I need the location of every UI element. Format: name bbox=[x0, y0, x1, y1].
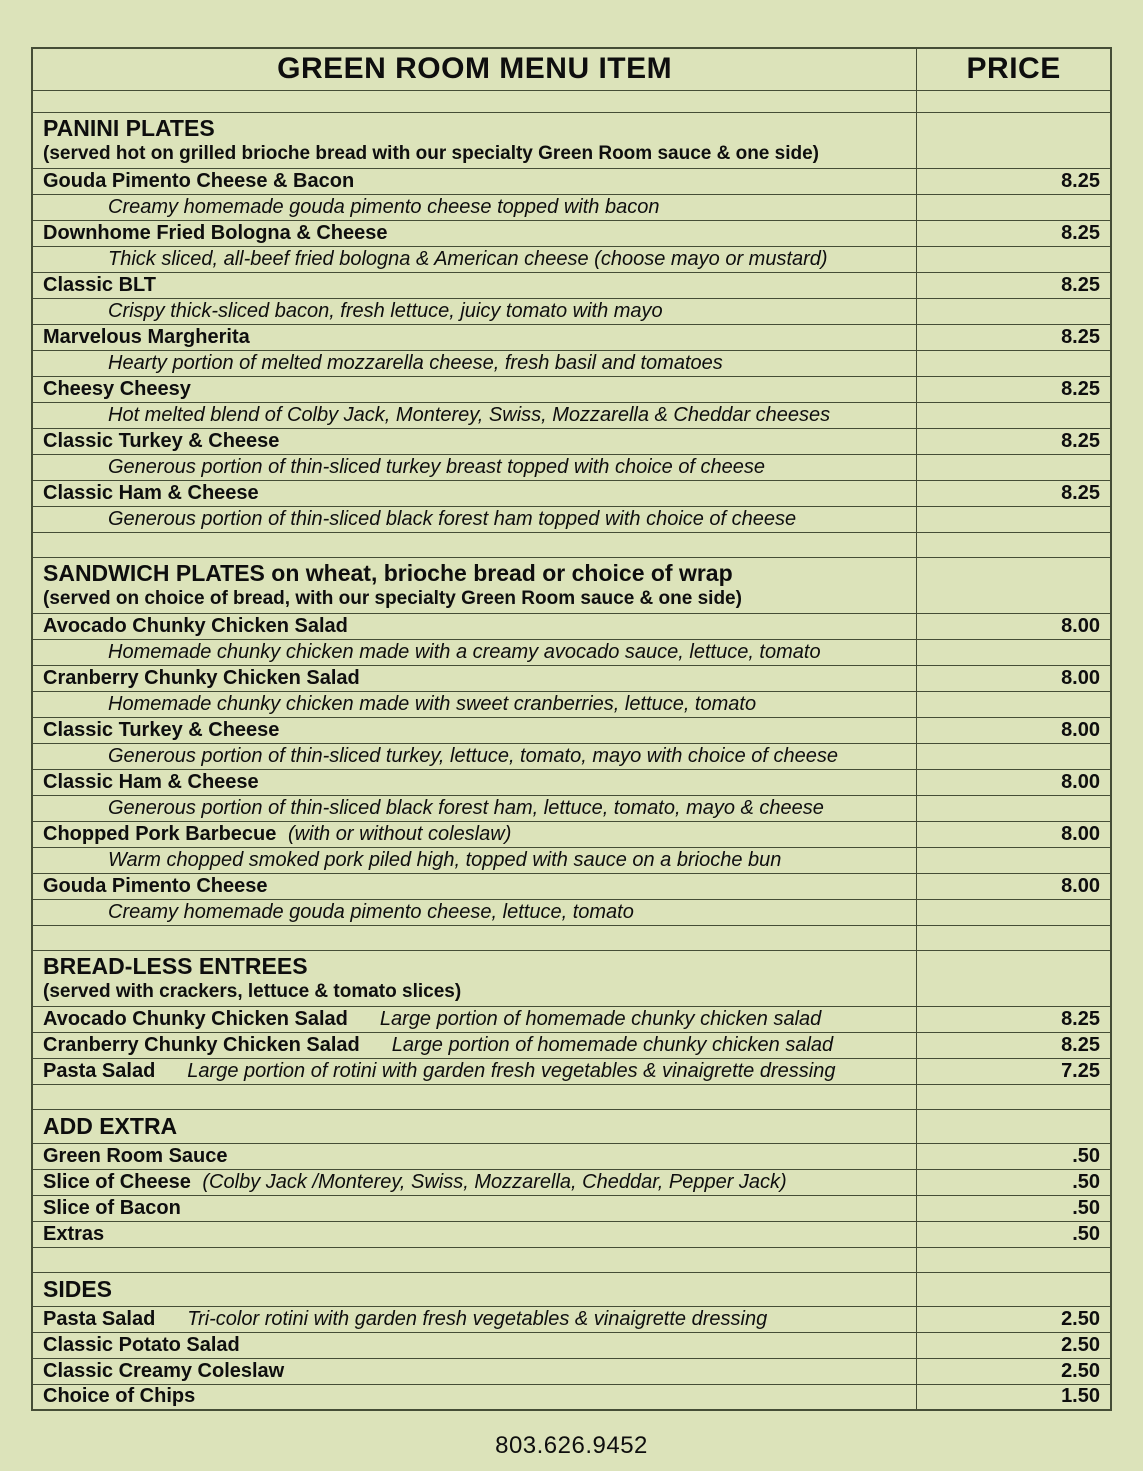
empty-price-cell bbox=[917, 246, 1111, 272]
item-description: Creamy homemade gouda pimento cheese topped with bacon bbox=[32, 194, 917, 220]
empty-price-cell bbox=[917, 1109, 1111, 1143]
item-name: Pasta Salad bbox=[43, 1059, 156, 1082]
item-price: .50 bbox=[917, 1169, 1111, 1195]
item-description-row bbox=[32, 639, 1111, 665]
item-name: Classic Ham & Cheese bbox=[43, 481, 259, 504]
item-description-row bbox=[32, 743, 1111, 769]
spacer-row bbox=[32, 1084, 1111, 1109]
price-column-header: PRICE bbox=[917, 48, 1111, 90]
item-price: 8.25 bbox=[917, 1032, 1111, 1058]
section-subtitle: (served on choice of bread, with our specialty Green Room sauce & one side) bbox=[43, 588, 742, 609]
item-name: Cranberry Chunky Chicken Salad bbox=[43, 1033, 360, 1056]
item-name: Extras bbox=[43, 1222, 105, 1245]
menu-item-row bbox=[32, 613, 1111, 639]
item-price: 8.25 bbox=[917, 480, 1111, 506]
empty-cell bbox=[917, 532, 1111, 557]
item-name: Classic Ham & Cheese bbox=[43, 770, 259, 793]
section-header-cell bbox=[32, 1109, 917, 1143]
empty-price-cell bbox=[917, 454, 1111, 480]
table-header-row bbox=[32, 48, 1111, 90]
item-price: 2.50 bbox=[917, 1358, 1111, 1384]
item-price: 8.00 bbox=[917, 665, 1111, 691]
item-description-row bbox=[32, 454, 1111, 480]
menu-item-row bbox=[32, 480, 1111, 506]
item-name-cell bbox=[32, 272, 917, 298]
item-name-cell bbox=[32, 1306, 917, 1332]
item-price: 2.50 bbox=[917, 1306, 1111, 1332]
section-subtitle: (served with crackers, lettuce & tomato slices) bbox=[43, 981, 462, 1002]
menu-item-row bbox=[32, 1306, 1111, 1332]
item-price: 2.50 bbox=[917, 1332, 1111, 1358]
item-name-cell bbox=[32, 428, 917, 454]
item-name: Gouda Pimento Cheese & Bacon bbox=[43, 169, 355, 192]
item-description: Homemade chunky chicken made with sweet cranberries, lettuce, tomato bbox=[32, 691, 917, 717]
item-name-cell bbox=[32, 1058, 917, 1084]
item-name: Classic BLT bbox=[43, 273, 156, 296]
section-title: SIDES bbox=[43, 1276, 113, 1302]
empty-row bbox=[32, 90, 1111, 112]
item-price: .50 bbox=[917, 1195, 1111, 1221]
item-name-cell bbox=[32, 821, 917, 847]
item-description: Thick sliced, all-beef fried bologna & American cheese (choose mayo or mustard) bbox=[32, 246, 917, 272]
empty-cell bbox=[32, 1084, 917, 1109]
section-header-cell bbox=[32, 112, 917, 168]
item-name-cell bbox=[32, 1332, 917, 1358]
empty-cell bbox=[917, 1084, 1111, 1109]
item-price: 8.25 bbox=[917, 428, 1111, 454]
item-name: Chopped Pork Barbecue bbox=[43, 822, 277, 845]
phone-number: 803.626.9452 bbox=[495, 1432, 648, 1459]
item-name-cell bbox=[32, 613, 917, 639]
item-name-cell bbox=[32, 665, 917, 691]
item-name: Classic Turkey & Cheese bbox=[43, 718, 280, 741]
item-price: 8.25 bbox=[917, 376, 1111, 402]
item-price: .50 bbox=[917, 1143, 1111, 1169]
empty-price-cell bbox=[917, 691, 1111, 717]
item-name-cell bbox=[32, 1169, 917, 1195]
item-inline-description: Large portion of rotini with garden fresh vegetables & vinaigrette dressing bbox=[187, 1059, 836, 1082]
menu-item-row bbox=[32, 873, 1111, 899]
item-description: Crispy thick-sliced bacon, fresh lettuce, juicy tomato with mayo bbox=[32, 298, 917, 324]
empty-cell bbox=[917, 90, 1111, 112]
item-name: Avocado Chunky Chicken Salad bbox=[43, 1007, 348, 1030]
menu-item-row bbox=[32, 1143, 1111, 1169]
empty-price-cell bbox=[917, 557, 1111, 613]
item-description-row bbox=[32, 350, 1111, 376]
menu-item-row bbox=[32, 168, 1111, 194]
item-name-cell bbox=[32, 376, 917, 402]
item-description-row bbox=[32, 691, 1111, 717]
empty-price-cell bbox=[917, 743, 1111, 769]
item-name: Cranberry Chunky Chicken Salad bbox=[43, 666, 360, 689]
spacer-row bbox=[32, 1247, 1111, 1272]
item-name: Avocado Chunky Chicken Salad bbox=[43, 614, 348, 637]
menu-item-row bbox=[32, 1221, 1111, 1247]
item-description-row bbox=[32, 402, 1111, 428]
item-price: 8.25 bbox=[917, 272, 1111, 298]
item-description-row bbox=[32, 847, 1111, 873]
item-description: Generous portion of thin-sliced turkey breast topped with choice of cheese bbox=[32, 454, 917, 480]
spacer-row bbox=[32, 532, 1111, 557]
item-name-cell bbox=[32, 324, 917, 350]
item-description-row bbox=[32, 246, 1111, 272]
empty-cell bbox=[32, 532, 917, 557]
item-name: Green Room Sauce bbox=[43, 1144, 228, 1167]
section-title: SANDWICH PLATES on wheat, brioche bread or choice of wrap bbox=[43, 560, 733, 586]
empty-price-cell bbox=[917, 298, 1111, 324]
item-name: Pasta Salad bbox=[43, 1307, 156, 1330]
empty-cell bbox=[32, 90, 917, 112]
item-inline-description: Tri-color rotini with garden fresh vegetables & vinaigrette dressing bbox=[187, 1307, 768, 1330]
item-inline-description: Large portion of homemade chunky chicken salad bbox=[379, 1007, 822, 1030]
item-description: Warm chopped smoked pork piled high, topped with sauce on a brioche bun bbox=[32, 847, 917, 873]
section-header-cell bbox=[32, 950, 917, 1006]
empty-price-cell bbox=[917, 639, 1111, 665]
item-price: 8.25 bbox=[917, 168, 1111, 194]
menu-item-row bbox=[32, 272, 1111, 298]
item-price: 7.25 bbox=[917, 1058, 1111, 1084]
empty-price-cell bbox=[917, 112, 1111, 168]
item-name: Marvelous Margherita bbox=[43, 325, 250, 348]
item-description: Generous portion of thin-sliced black forest ham, lettuce, tomato, mayo & cheese bbox=[32, 795, 917, 821]
menu-item-row bbox=[32, 428, 1111, 454]
item-name-note: (with or without coleslaw) bbox=[282, 822, 512, 845]
item-description: Creamy homemade gouda pimento cheese, lettuce, tomato bbox=[32, 899, 917, 925]
item-description-row bbox=[32, 795, 1111, 821]
menu-item-column-header: GREEN ROOM MENU ITEM bbox=[32, 48, 917, 90]
section-subtitle: (served hot on grilled brioche bread with our specialty Green Room sauce & one side) bbox=[43, 143, 820, 164]
item-name-cell bbox=[32, 1006, 917, 1032]
menu-item-row bbox=[32, 769, 1111, 795]
section-header-row bbox=[32, 1109, 1111, 1143]
empty-price-cell bbox=[917, 506, 1111, 532]
item-name: Gouda Pimento Cheese bbox=[43, 874, 268, 897]
item-price: 8.00 bbox=[917, 821, 1111, 847]
item-price: 8.25 bbox=[917, 220, 1111, 246]
menu-item-row bbox=[32, 1384, 1111, 1410]
empty-price-cell bbox=[917, 194, 1111, 220]
menu-item-row bbox=[32, 717, 1111, 743]
menu-table bbox=[31, 47, 1112, 1411]
empty-cell bbox=[917, 1247, 1111, 1272]
empty-cell bbox=[32, 1247, 917, 1272]
menu-item-row bbox=[32, 1332, 1111, 1358]
empty-price-cell bbox=[917, 950, 1111, 1006]
item-name-cell bbox=[32, 1384, 917, 1410]
item-price: 1.50 bbox=[917, 1384, 1111, 1410]
section-title: PANINI PLATES bbox=[43, 115, 215, 141]
item-description-row bbox=[32, 899, 1111, 925]
menu-item-row bbox=[32, 324, 1111, 350]
item-name: Classic Turkey & Cheese bbox=[43, 429, 280, 452]
item-price: 8.25 bbox=[917, 324, 1111, 350]
section-header-row bbox=[32, 557, 1111, 613]
menu-item-row bbox=[32, 1058, 1111, 1084]
item-description-row bbox=[32, 298, 1111, 324]
empty-price-cell bbox=[917, 350, 1111, 376]
menu-item-row bbox=[32, 665, 1111, 691]
menu-item-row bbox=[32, 1169, 1111, 1195]
item-name-cell bbox=[32, 220, 917, 246]
menu-item-row bbox=[32, 1358, 1111, 1384]
item-name-note: (Colby Jack /Monterey, Swiss, Mozzarella, Cheddar, Pepper Jack) bbox=[196, 1170, 787, 1193]
item-name: Downhome Fried Bologna & Cheese bbox=[43, 221, 388, 244]
menu-item-row bbox=[32, 821, 1111, 847]
empty-price-cell bbox=[917, 847, 1111, 873]
item-name-cell bbox=[32, 1032, 917, 1058]
item-name-cell bbox=[32, 1143, 917, 1169]
empty-price-cell bbox=[917, 795, 1111, 821]
empty-cell bbox=[917, 925, 1111, 950]
item-price: 8.25 bbox=[917, 1006, 1111, 1032]
item-price: .50 bbox=[917, 1221, 1111, 1247]
item-price: 8.00 bbox=[917, 769, 1111, 795]
section-header-cell bbox=[32, 1272, 917, 1306]
item-price: 8.00 bbox=[917, 613, 1111, 639]
empty-cell bbox=[32, 925, 917, 950]
section-title: BREAD-LESS ENTREES bbox=[43, 953, 308, 979]
empty-price-cell bbox=[917, 402, 1111, 428]
item-price: 8.00 bbox=[917, 717, 1111, 743]
item-name-cell bbox=[32, 1195, 917, 1221]
section-header-row bbox=[32, 112, 1111, 168]
item-name: Cheesy Cheesy bbox=[43, 377, 191, 400]
item-name-cell bbox=[32, 480, 917, 506]
empty-price-cell bbox=[917, 1272, 1111, 1306]
item-inline-description: Large portion of homemade chunky chicken salad bbox=[391, 1033, 834, 1056]
item-name-cell bbox=[32, 1358, 917, 1384]
menu-item-row bbox=[32, 1032, 1111, 1058]
empty-price-cell bbox=[917, 899, 1111, 925]
item-price: 8.00 bbox=[917, 873, 1111, 899]
section-header-row bbox=[32, 950, 1111, 1006]
menu-item-row bbox=[32, 220, 1111, 246]
menu-item-row bbox=[32, 1006, 1111, 1032]
item-name-cell bbox=[32, 1221, 917, 1247]
item-name: Choice of Chips bbox=[43, 1385, 196, 1408]
item-name-cell bbox=[32, 769, 917, 795]
item-description: Generous portion of thin-sliced black forest ham topped with choice of cheese bbox=[32, 506, 917, 532]
item-description: Hot melted blend of Colby Jack, Monterey, Swiss, Mozzarella & Cheddar cheeses bbox=[32, 402, 917, 428]
item-name: Slice of Cheese bbox=[43, 1170, 191, 1193]
item-name: Classic Creamy Coleslaw bbox=[43, 1359, 285, 1382]
menu-item-row bbox=[32, 1195, 1111, 1221]
item-description-row bbox=[32, 194, 1111, 220]
item-name-cell bbox=[32, 873, 917, 899]
item-description: Hearty portion of melted mozzarella cheese, fresh basil and tomatoes bbox=[32, 350, 917, 376]
spacer-row bbox=[32, 925, 1111, 950]
menu-item-row bbox=[32, 376, 1111, 402]
item-name-cell bbox=[32, 168, 917, 194]
item-description: Generous portion of thin-sliced turkey, lettuce, tomato, mayo with choice of cheese bbox=[32, 743, 917, 769]
section-title: ADD EXTRA bbox=[43, 1113, 178, 1139]
item-name: Slice of Bacon bbox=[43, 1196, 181, 1219]
item-name-cell bbox=[32, 717, 917, 743]
item-description: Homemade chunky chicken made with a creamy avocado sauce, lettuce, tomato bbox=[32, 639, 917, 665]
item-name: Classic Potato Salad bbox=[43, 1333, 240, 1356]
section-header-row bbox=[32, 1272, 1111, 1306]
section-header-cell bbox=[32, 557, 917, 613]
item-description-row bbox=[32, 506, 1111, 532]
